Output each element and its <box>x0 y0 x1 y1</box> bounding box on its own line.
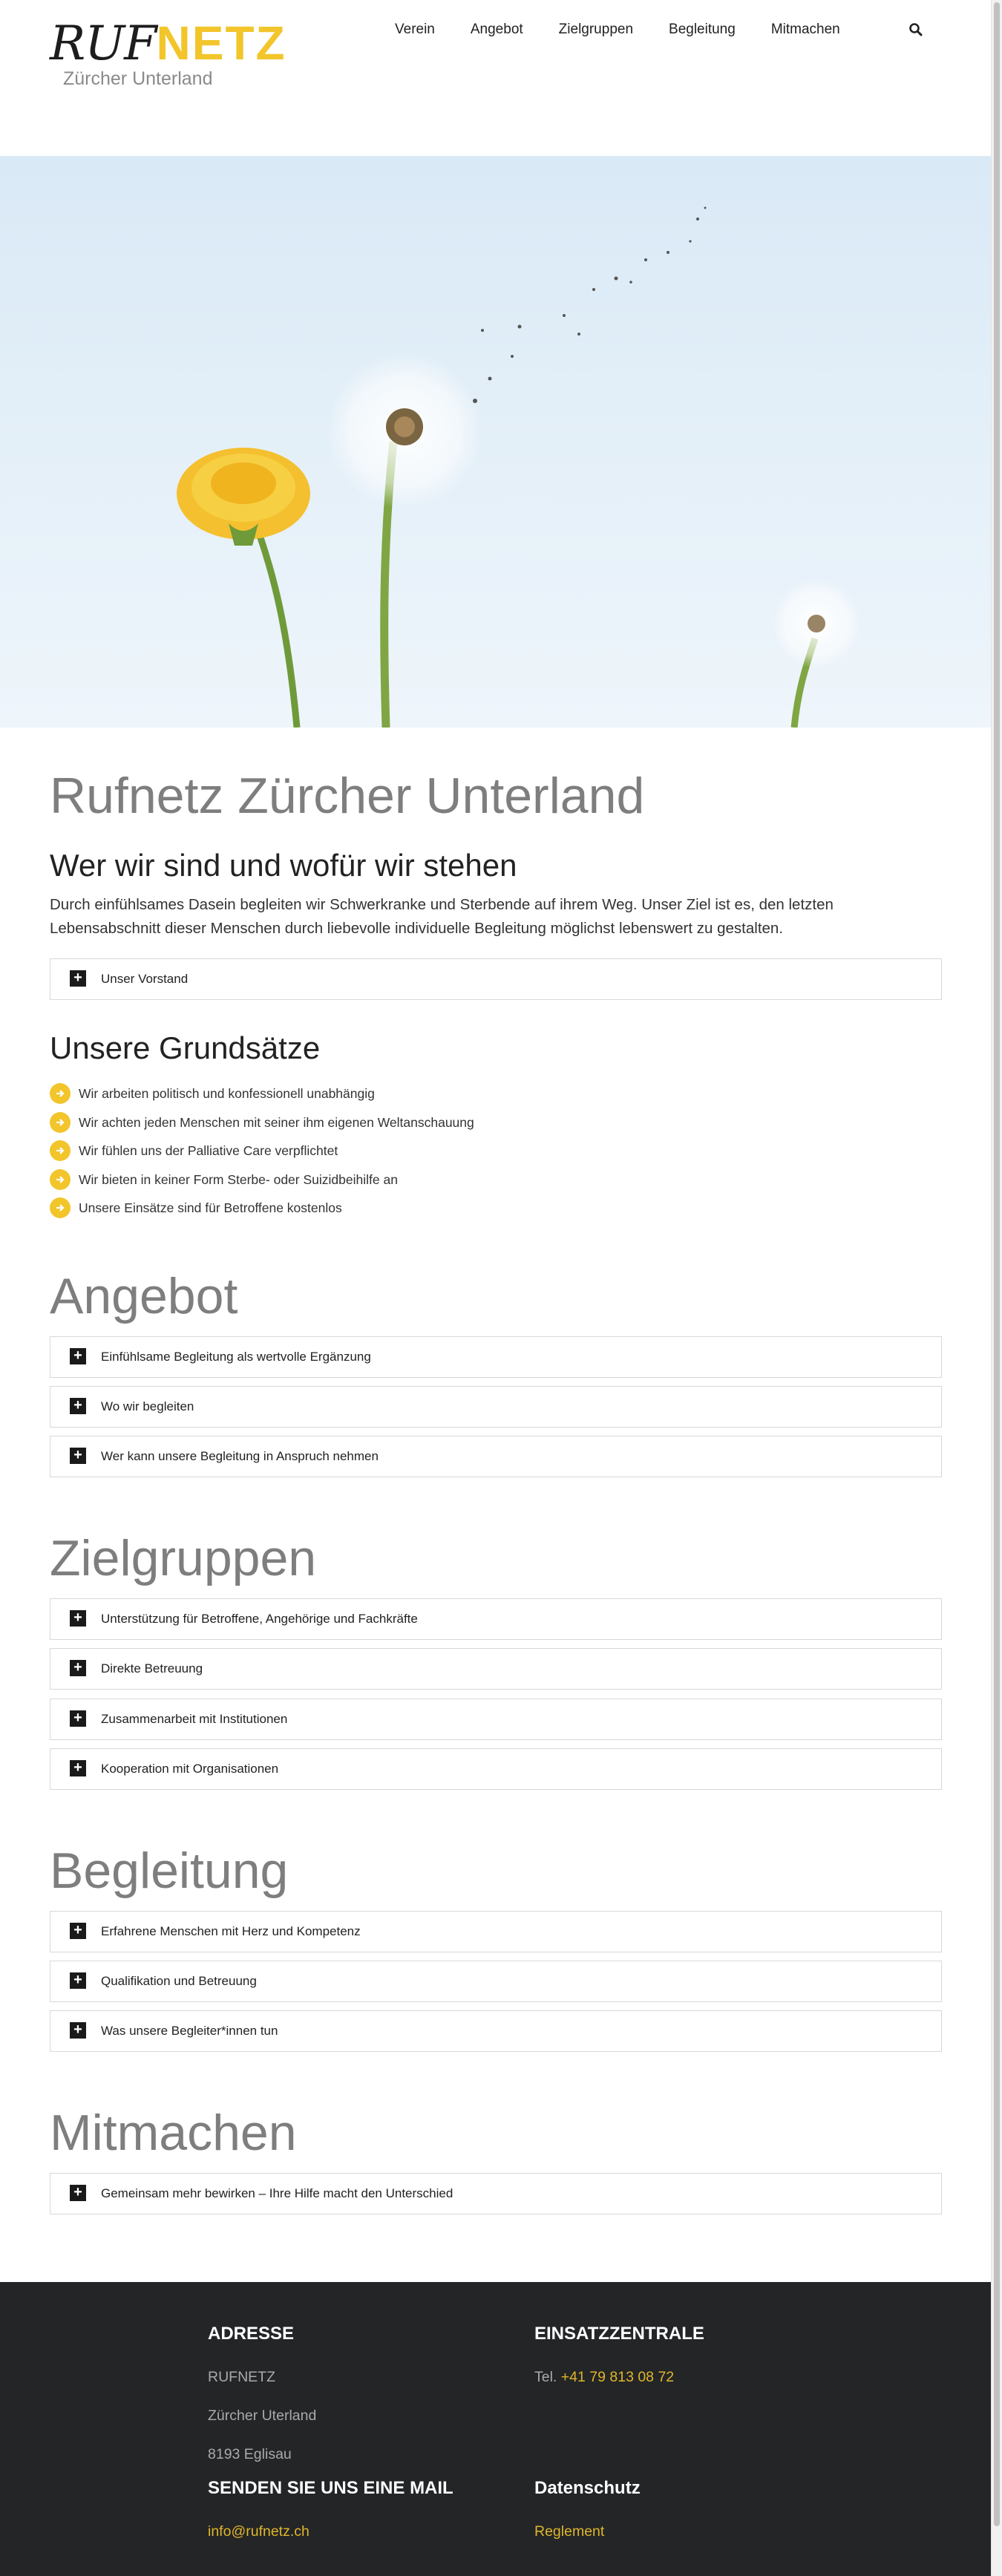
dandelion-illustration <box>0 156 992 728</box>
arrow-circle-icon <box>50 1140 71 1161</box>
section-title-mitmachen: Mitmachen <box>50 2105 297 2161</box>
footer-heading: SENDEN SIE UNS EINE MAIL <box>208 2478 453 2498</box>
list-item-text: Wir bieten in keiner Form Sterbe- oder Suizidbeihilfe an <box>79 1172 398 1187</box>
arrow-circle-icon <box>50 1169 71 1190</box>
accordion-unser-vorstand[interactable] <box>50 958 942 1000</box>
arrow-circle-icon <box>50 1197 71 1218</box>
plus-icon: + <box>70 1923 86 1939</box>
site-footer <box>0 2282 992 2576</box>
footer-heading: ADRESSE <box>208 2324 295 2344</box>
accordion-item[interactable] <box>50 1648 942 1690</box>
accordion-label: Unterstützung für Betroffene, Angehörige und Fachkräfte <box>101 1612 418 1626</box>
accordion-item[interactable] <box>50 1436 942 1477</box>
nav-item-angebot[interactable]: Angebot <box>470 22 523 37</box>
accordion-label: Was unsere Begleiter*innen tun <box>101 2024 278 2038</box>
accordion-item[interactable] <box>50 2173 942 2214</box>
site-logo[interactable] <box>50 16 286 94</box>
plus-icon: + <box>70 2022 86 2039</box>
main-nav <box>395 21 876 39</box>
intro-subtitle: Wer wir sind und wofür wir stehen <box>50 848 517 883</box>
footer-einsatzzentrale <box>534 2324 704 2344</box>
reglement-link[interactable]: Reglement <box>534 2523 605 2540</box>
plus-icon: + <box>70 1610 86 1627</box>
plus-icon: + <box>70 1398 86 1414</box>
section-title-begleitung: Begleitung <box>50 1843 289 1899</box>
accordion-item[interactable] <box>50 1699 942 1740</box>
nav-item-mitmachen[interactable]: Mitmachen <box>770 22 840 37</box>
nav-item-verein[interactable]: Verein <box>395 22 435 37</box>
arrow-circle-icon <box>50 1112 71 1133</box>
address-line: 8193 Eglisau <box>208 2446 292 2462</box>
address-line: RUFNETZ <box>208 2369 275 2385</box>
footer-heading: Datenschutz <box>534 2478 641 2498</box>
accordion-label: Einfühlsame Begleitung als wertvolle Ergänzung <box>101 1350 371 1364</box>
nav-item-zielgruppen[interactable]: Zielgruppen <box>558 22 634 37</box>
accordion-item[interactable] <box>50 2010 942 2052</box>
footer-heading: EINSATZZENTRALE <box>534 2324 704 2344</box>
nav-item-begleitung[interactable]: Begleitung <box>669 22 736 37</box>
accordion-item[interactable] <box>50 1748 942 1790</box>
accordion-label: Qualifikation und Betreuung <box>101 1974 257 1988</box>
arrow-circle-icon <box>50 1083 71 1104</box>
plus-icon: + <box>70 1448 86 1464</box>
search-icon[interactable] <box>908 22 923 37</box>
list-item-text: Unsere Einsätze sind für Betroffene kostenlos <box>79 1200 342 1215</box>
plus-icon: + <box>70 2185 86 2201</box>
plus-icon: + <box>70 1710 86 1727</box>
logo-subtitle: Zürcher Unterland <box>63 68 213 89</box>
list-item-text: Wir arbeiten politisch und konfessionell unabhängig <box>79 1086 375 1101</box>
intro-text: Durch einfühlsames Dasein begleiten wir Schwerkranke und Sterbende auf ihrem Weg. Unser Ziel ist es, den letzten Lebensabschnitt dieser Menschen durch liebevolle individuelle Begleitung möglichst lebenswert zu gestalten. <box>50 896 834 937</box>
accordion-item[interactable] <box>50 1386 942 1428</box>
footer-mail <box>208 2478 453 2499</box>
plus-icon: + <box>70 1348 86 1364</box>
phone-line: Tel. +41 79 813 08 72 <box>534 2369 675 2385</box>
plus-icon: + <box>70 1660 86 1676</box>
intro-section <box>50 766 942 826</box>
footer-datenschutz <box>534 2478 641 2499</box>
scrollbar-thumb[interactable] <box>994 2 1000 2526</box>
site-header <box>0 0 992 156</box>
address-line: Zürcher Uterland <box>208 2407 317 2424</box>
plus-icon: + <box>70 1760 86 1776</box>
accordion-item[interactable] <box>50 1598 942 1640</box>
plus-icon: + <box>70 1972 86 1989</box>
list-item-text: Wir fühlen uns der Palliative Care verpflichtet <box>79 1143 338 1158</box>
accordion-label: Unser Vorstand <box>101 972 189 986</box>
email-link[interactable]: info@rufnetz.ch <box>208 2523 310 2540</box>
logo-wordmark: RUFNETZ <box>50 16 286 71</box>
hero-image <box>0 156 992 728</box>
accordion-item[interactable] <box>50 1961 942 2002</box>
accordion-item[interactable] <box>50 1336 942 1378</box>
list-item-text: Wir achten jeden Menschen mit seiner ihm eigenen Weltanschauung <box>79 1115 474 1130</box>
section-title-angebot: Angebot <box>50 1268 238 1324</box>
accordion-label: Direkte Betreuung <box>101 1661 203 1676</box>
accordion-label: Wer kann unsere Begleitung in Anspruch nehmen <box>101 1449 379 1463</box>
accordion-label: Wo wir begleiten <box>101 1399 194 1413</box>
accordion-label: Kooperation mit Organisationen <box>101 1762 279 1776</box>
accordion-label: Erfahrene Menschen mit Herz und Kompetenz <box>101 1924 361 1938</box>
section-title-grundsaetze: Unsere Grundsätze <box>50 1030 321 1065</box>
accordion-label: Zusammenarbeit mit Institutionen <box>101 1712 288 1726</box>
accordion-label: Gemeinsam mehr bewirken – Ihre Hilfe macht den Unterschied <box>101 2186 453 2200</box>
footer-address <box>208 2324 294 2344</box>
section-title-zielgruppen: Zielgruppen <box>50 1530 317 1586</box>
phone-link[interactable]: +41 79 813 08 72 <box>560 2369 675 2385</box>
accordion-item[interactable] <box>50 1911 942 1952</box>
page-scrollbar[interactable] <box>991 0 1002 2576</box>
plus-icon: + <box>70 970 86 987</box>
page-title: Rufnetz Zürcher Unterland <box>50 768 645 824</box>
